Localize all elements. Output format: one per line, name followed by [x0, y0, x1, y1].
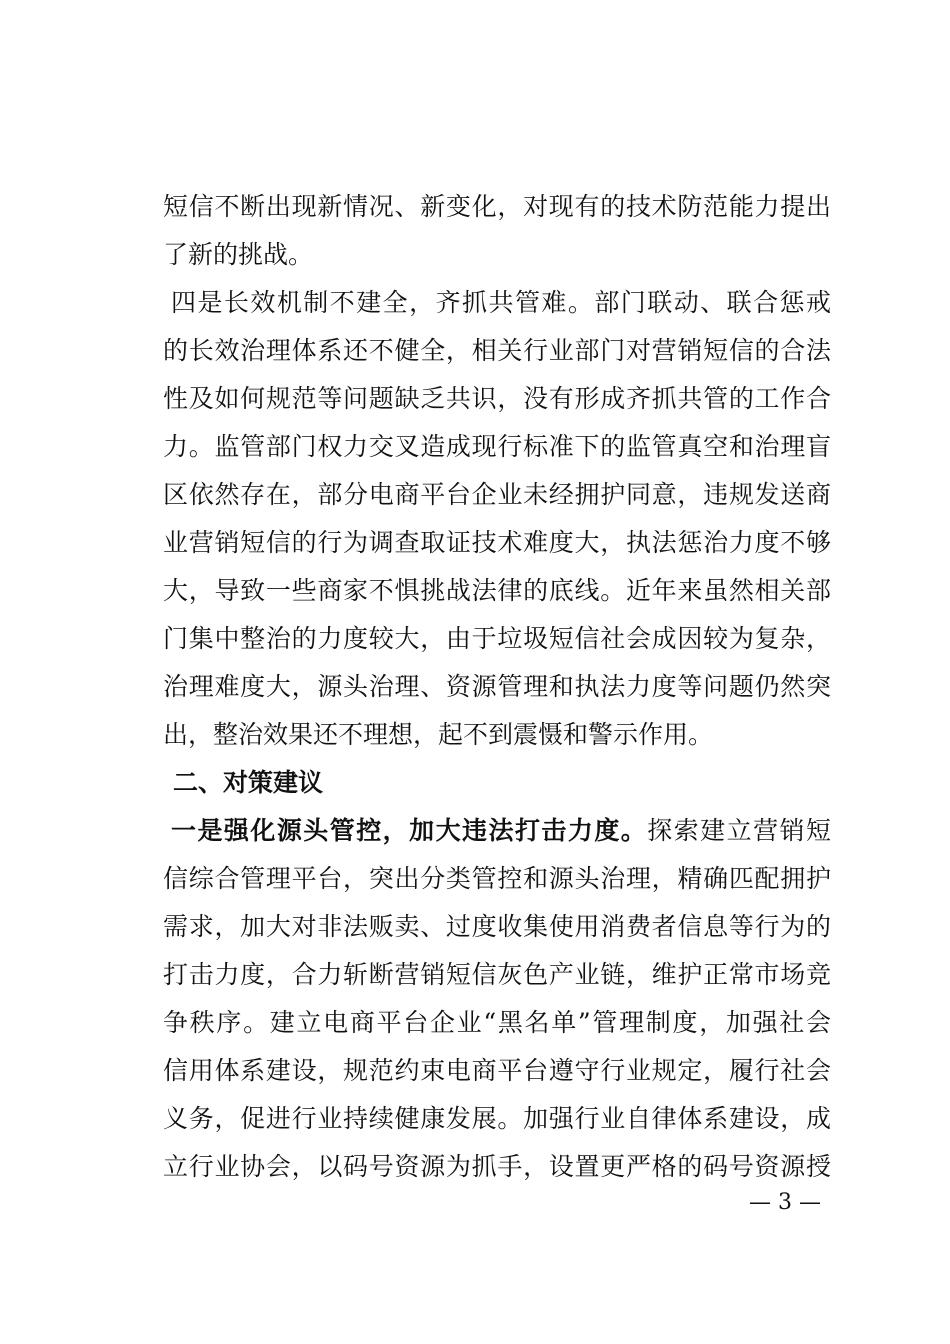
lead-rest-text: 探索建立营销短 — [647, 816, 831, 845]
text-line: 了新的挑战。 — [163, 240, 314, 269]
text-line: 出，整治效果还不理想，起不到震慑和警示作用。 — [163, 720, 714, 749]
text-line: 立行业协会，以码号资源为抓手，设置更严格的码号资源授 — [163, 1152, 831, 1181]
text-line: 治理难度大，源头治理、资源管理和执法力度等问题仍然突 — [163, 672, 831, 701]
text-line: 争秩序。建立电商平台企业“黑名单”管理制度，加强社会 — [163, 1008, 831, 1037]
section-heading: 二、对策建议 — [173, 768, 324, 797]
text-line: 力。监管部门权力交叉造成现行标准下的监管真空和治理盲 — [163, 432, 831, 461]
text-line: 区依然存在，部分电商平台企业未经拥护同意，违规发送商 — [163, 480, 831, 509]
page-number: — 3 — — [749, 1190, 821, 1215]
text-line: 大，导致一些商家不惧挑战法律的底线。近年来虽然相关部 — [163, 576, 831, 605]
text-line: 业营销短信的行为调查取证技术难度大，执法惩治力度不够 — [163, 528, 831, 557]
text-line: 性及如何规范等问题缺乏共识，没有形成齐抓共管的工作合 — [163, 384, 831, 413]
text-line: 门集中整治的力度较大，由于垃圾短信社会成因较为复杂， — [163, 624, 831, 653]
text-line: 信综合管理平台，突出分类管控和源头治理，精确匹配拥护 — [163, 864, 831, 893]
text-line: 四是长效机制不建全，齐抓共管难。部门联动、联合惩戒 — [171, 288, 831, 317]
text-line: 信用体系建设，规范约束电商平台遵守行业规定，履行社会 — [163, 1056, 831, 1085]
bold-lead-text: 一是强化源头管控，加大违法打击力度。 — [171, 816, 648, 845]
text-line: 的长效治理体系还不健全，相关行业部门对营销短信的合法 — [163, 336, 831, 365]
text-line-with-lead — [163, 807, 831, 855]
text-line: 需求，加大对非法贩卖、过度收集使用消费者信息等行为的 — [163, 912, 831, 941]
document-page — [163, 183, 831, 1191]
text-line: 短信不断出现新情况、新变化，对现有的技术防范能力提出 — [163, 192, 831, 221]
text-line: 义务，促进行业持续健康发展。加强行业自律体系建设，成 — [163, 1104, 831, 1133]
text-line: 打击力度，合力斩断营销短信灰色产业链，维护正常市场竞 — [163, 960, 831, 989]
